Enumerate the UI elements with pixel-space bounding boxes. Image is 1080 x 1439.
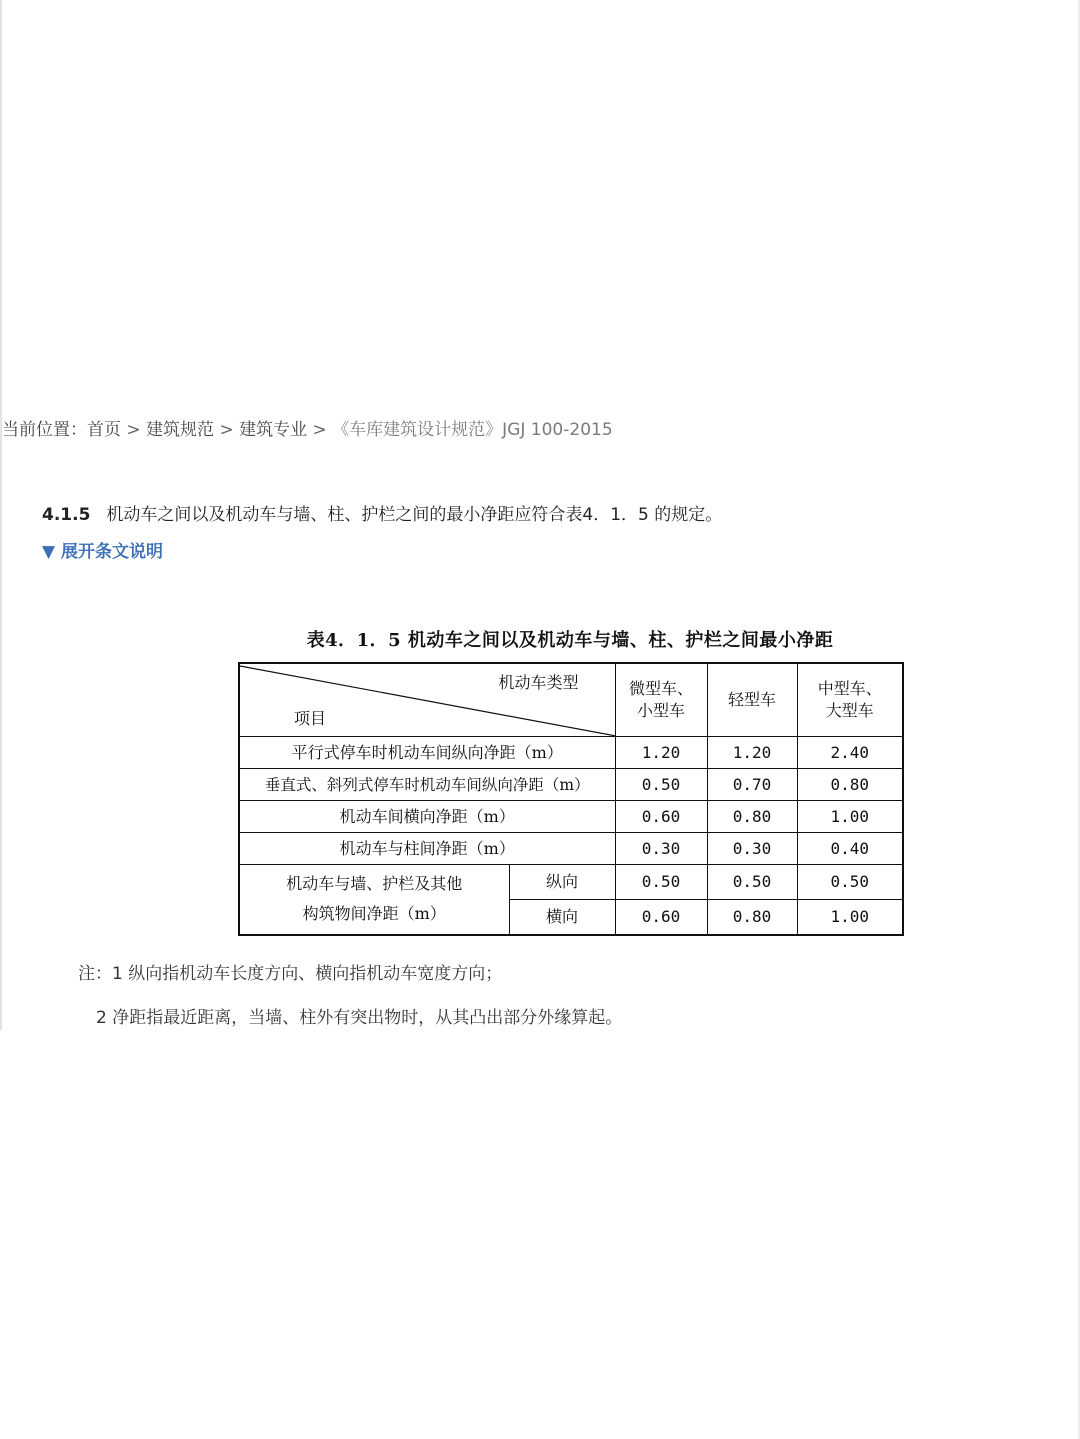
corner-label-item: 项目 bbox=[294, 709, 327, 728]
clause-text: 机动车之间以及机动车与墙、柱、护栏之间的最小净距应符合表4．1．5 的规定。 bbox=[106, 505, 723, 525]
group-sub-label: 横向 bbox=[509, 900, 615, 935]
breadcrumb-prefix: 当前位置： bbox=[2, 420, 87, 440]
table-row bbox=[239, 769, 903, 801]
table-cell: 0.50 bbox=[797, 865, 903, 900]
expand-clause-explanation-button[interactable]: ▼ 展开条文说明 bbox=[42, 542, 163, 562]
table-row bbox=[239, 833, 903, 865]
table-header-row bbox=[239, 663, 903, 737]
group-item-label: 机动车与墙、护栏及其他 构筑物间净距（m） bbox=[239, 865, 509, 935]
breadcrumb bbox=[2, 418, 613, 442]
breadcrumb-home-link[interactable]: 首页 bbox=[87, 420, 121, 440]
table-cell: 0.80 bbox=[707, 801, 797, 833]
breadcrumb-separator: > bbox=[312, 420, 327, 440]
column-header: 轻型车 bbox=[707, 663, 797, 737]
table-cell: 0.70 bbox=[707, 769, 797, 801]
table-cell: 1.20 bbox=[615, 737, 707, 769]
table-cell: 2.40 bbox=[797, 737, 903, 769]
column-header: 中型车、 大型车 bbox=[797, 663, 903, 737]
spec-table bbox=[238, 662, 904, 936]
corner-label-vehicle-type: 机动车类型 bbox=[498, 673, 579, 692]
breadcrumb-document-link[interactable]: 《车库建筑设计规范》JGJ 100-2015 bbox=[332, 420, 613, 440]
table-cell: 0.50 bbox=[615, 769, 707, 801]
table-cell: 0.80 bbox=[797, 769, 903, 801]
left-frame-border bbox=[0, 0, 2, 1030]
breadcrumb-separator: > bbox=[219, 420, 234, 440]
clause-paragraph bbox=[42, 503, 722, 527]
row-item-label: 垂直式、斜列式停车时机动车间纵向净距（m） bbox=[239, 769, 615, 801]
spec-table-figure bbox=[236, 624, 904, 942]
table-corner-cell bbox=[239, 663, 615, 737]
note-line-1: 注：1 纵向指机动车长度方向、横向指机动车宽度方向； bbox=[78, 964, 503, 984]
table-cell: 0.60 bbox=[615, 900, 707, 935]
table-cell: 1.00 bbox=[797, 801, 903, 833]
row-item-label: 机动车间横向净距（m） bbox=[239, 801, 615, 833]
row-item-label: 平行式停车时机动车间纵向净距（m） bbox=[239, 737, 615, 769]
table-cell: 0.50 bbox=[707, 865, 797, 900]
breadcrumb-category-link[interactable]: 建筑规范 bbox=[146, 420, 215, 440]
breadcrumb-subcategory-link[interactable]: 建筑专业 bbox=[239, 420, 308, 440]
table-cell: 0.80 bbox=[707, 900, 797, 935]
group-sub-label: 纵向 bbox=[509, 865, 615, 900]
note-line-2: 2 净距指最近距离，当墙、柱外有突出物时，从其凸出部分外缘算起。 bbox=[96, 1008, 623, 1028]
table-cell: 0.50 bbox=[615, 865, 707, 900]
table-notes bbox=[78, 962, 622, 1030]
table-row bbox=[239, 865, 903, 900]
table-cell: 1.20 bbox=[707, 737, 797, 769]
table-row bbox=[239, 801, 903, 833]
column-header: 微型车、 小型车 bbox=[615, 663, 707, 737]
clause-number: 4.1.5 bbox=[42, 505, 91, 525]
table-cell: 0.30 bbox=[707, 833, 797, 865]
table-cell: 0.30 bbox=[615, 833, 707, 865]
row-item-label: 机动车与柱间净距（m） bbox=[239, 833, 615, 865]
table-cell: 1.00 bbox=[797, 900, 903, 935]
table-caption: 表4．1．5 机动车之间以及机动车与墙、柱、护栏之间最小净距 bbox=[306, 630, 834, 651]
table-row bbox=[239, 737, 903, 769]
table-cell: 0.40 bbox=[797, 833, 903, 865]
table-cell: 0.60 bbox=[615, 801, 707, 833]
breadcrumb-separator: > bbox=[126, 420, 141, 440]
